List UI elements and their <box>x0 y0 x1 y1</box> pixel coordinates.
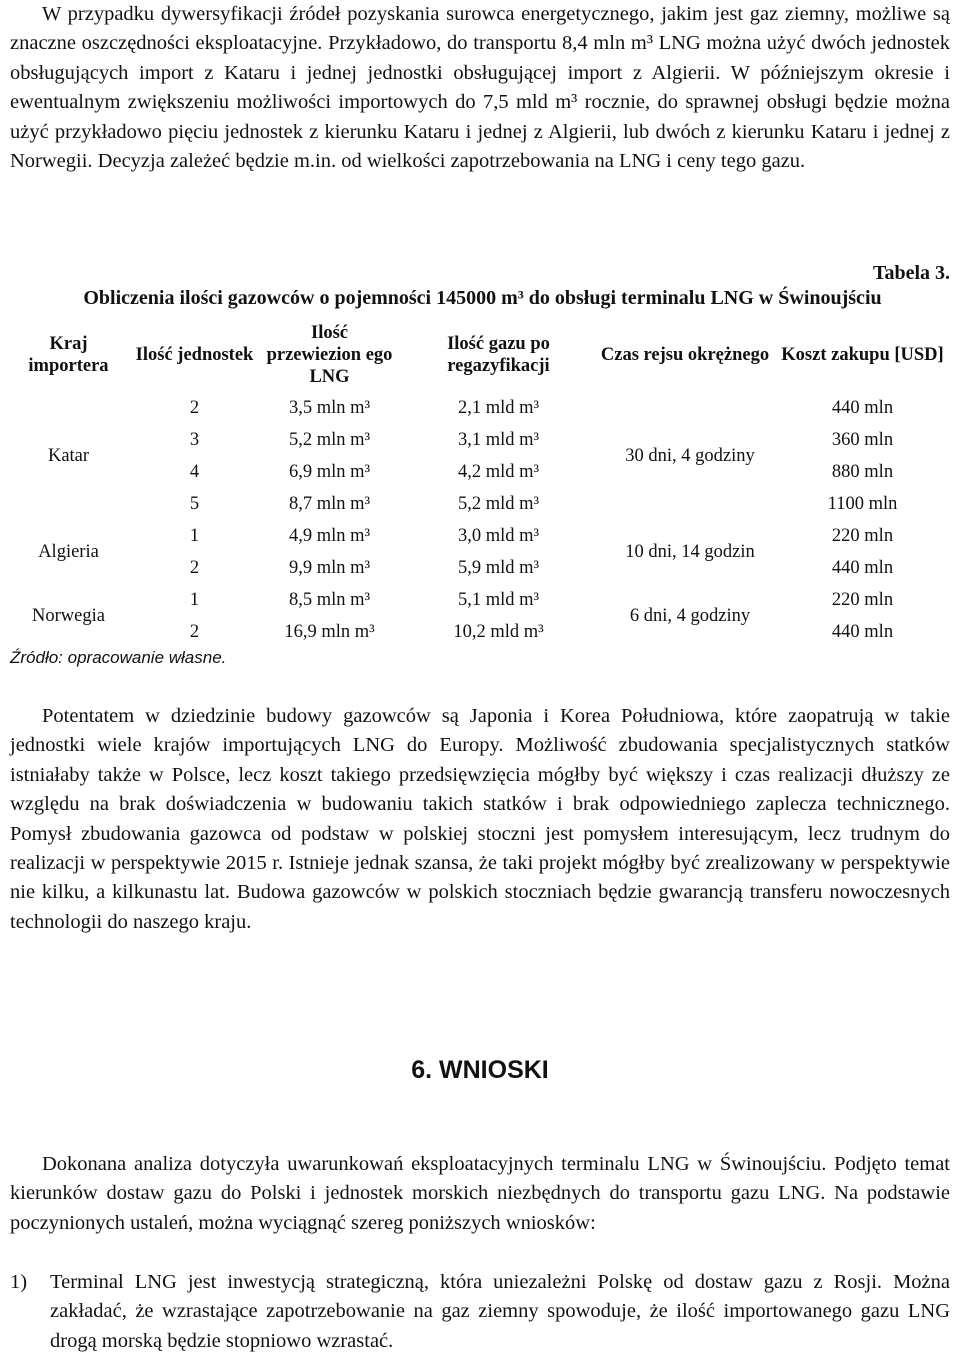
header-lng: Ilość przewiezion ego LNG <box>266 323 393 387</box>
gas-cell: 2,1 mld m³ <box>457 398 540 418</box>
lng-cell: 8,7 mln m³ <box>288 494 371 514</box>
lng-cell: 3,5 mln m³ <box>288 398 371 418</box>
intro-paragraph: W przypadku dywersyfikacji źródeł pozyskania surowca energetycznego, jakim jest gaz ziemny, możliwe są znaczne oszczędności eksploatacyjne. Przykładowo, do transportu 8,4 mln m³ LNG można użyć dwóch jednostek obsługujących import z Kataru i jednej jednostki obsługującej import z Algierii. W późniejszym okresie i ewentualnym zwiększeniu możliwości importowych do 7,5 mld m³ rocznie, do sprawnej obsługi będzie można użyć przykładowo pięciu jednostek z kierunku Kataru i jednej z Algierii, lub dwóch z kierunku Kataru i jednej z Norwegii. Decyzja zależeć będzie m.in. od wielkości zapotrzebowania na LNG i ceny tego gazu. <box>10 3 950 173</box>
gas-cell: 4,2 mld m³ <box>457 462 540 482</box>
cost-cell: 440 mln <box>831 398 894 418</box>
cost-cell: 1100 mln <box>827 494 898 514</box>
units-cell: 5 <box>189 494 200 514</box>
trip-cell-katar: 30 dni, 4 godziny <box>625 446 755 466</box>
gas-cell: 10,2 mld m³ <box>453 622 544 642</box>
table-row <box>10 520 955 552</box>
list-item <box>10 1268 950 1356</box>
table-title: Obliczenia ilości gazowców o pojemności 145000 m³ do obsługi terminalu LNG w Świnoujściu <box>83 287 882 309</box>
lng-cell: 8,5 mln m³ <box>288 590 371 610</box>
units-cell: 2 <box>189 558 200 578</box>
header-country: Kraj importera <box>28 334 109 376</box>
country-cell-katar: Katar <box>47 446 90 466</box>
units-cell: 2 <box>189 398 200 418</box>
list-item-number: 1) <box>10 1271 28 1293</box>
table-row <box>10 552 955 584</box>
units-cell: 4 <box>189 462 200 482</box>
table-row <box>10 424 955 456</box>
table-row <box>10 456 955 488</box>
cost-cell: 440 mln <box>831 622 894 642</box>
table-label: Tabela 3. <box>872 262 950 284</box>
cost-cell: 880 mln <box>831 462 894 482</box>
table-row <box>10 392 955 424</box>
conclusions-intro-paragraph: Dokonana analiza dotyczyła uwarunkowań eksploatacyjnych terminalu LNG w Świnoujściu. Podjęto temat kierunków dostaw gazu do Polski i jednostek morskich niezbędnych do transportu gazu LNG. Na podstawie poczynionych ustaleń, można wyciągnąć szereg poniższych wniosków: <box>10 1153 950 1234</box>
list-item-text: Terminal LNG jest inwestycją strategiczną, która uniezależni Polskę od dostaw gazu z Rosji. Można zakładać, że wzrastające zapotrzebowanie na gaz ziemny spowoduje, że ilość importowanego gazu LNG drogą morską będzie stopniowo wzrastać. <box>50 1271 950 1352</box>
cost-cell: 440 mln <box>831 558 894 578</box>
units-cell: 1 <box>189 526 200 546</box>
header-trip: Czas rejsu okrężnego <box>600 345 770 365</box>
units-cell: 2 <box>189 622 200 642</box>
units-cell: 3 <box>189 430 200 450</box>
gas-cell: 5,2 mld m³ <box>457 494 540 514</box>
cost-cell: 220 mln <box>831 526 894 546</box>
trip-cell-algieria: 10 dni, 14 godzin <box>625 542 755 562</box>
table-header-row <box>10 318 955 392</box>
header-gas: Ilość gazu po regazyfikacji <box>447 334 550 376</box>
lng-cell: 4,9 mln m³ <box>288 526 371 546</box>
trip-cell-norwegia: 6 dni, 4 godziny <box>629 606 751 626</box>
table-row <box>10 584 955 616</box>
gas-carrier-table <box>10 318 955 648</box>
cost-cell: 360 mln <box>831 430 894 450</box>
country-cell-algieria: Algieria <box>38 542 99 562</box>
gas-cell: 3,0 mld m³ <box>457 526 540 546</box>
table-source: Źródło: opracowanie własne. <box>10 648 227 667</box>
cost-cell: 220 mln <box>831 590 894 610</box>
lng-cell: 16,9 mln m³ <box>284 622 375 642</box>
table-row <box>10 488 955 520</box>
gas-cell: 5,1 mld m³ <box>457 590 540 610</box>
header-units: Ilość jednostek <box>135 345 254 365</box>
units-cell: 1 <box>189 590 200 610</box>
header-cost: Koszt zakupu [USD] <box>781 345 944 365</box>
lng-cell: 5,2 mln m³ <box>288 430 371 450</box>
lng-cell: 9,9 mln m³ <box>288 558 371 578</box>
gas-cell: 5,9 mld m³ <box>457 558 540 578</box>
table-row <box>10 616 955 648</box>
lng-cell: 6,9 mln m³ <box>288 462 371 482</box>
section-heading: 6. WNIOSKI <box>411 1056 549 1084</box>
shipbuilding-paragraph: Potentatem w dziedzinie budowy gazowców są Japonia i Korea Południowa, które zaopatrują w takie jednostki wiele krajów importujących LNG do Europy. Możliwość zbudowania specjalistycznych statków istniałaby także w Polsce, lecz koszt takiego przedsięwzięcia mógłby być większy i czas realizacji dłuższy ze względu na brak doświadczenia w budowaniu takich statków i brak odpowiedniego zaplecza technicznego. Pomysł zbudowania gazowca od podstaw w polskiej stoczni jest pomysłem interesującym, lecz trudnym do realizacji w perspektywie 2015 r. Istnieje jednak szansa, że taki projekt mógłby być zrealizowany w perspektywie nie kilku, a kilkunastu lat. Budowa gazowców w polskich stoczniach będzie gwarancją transferu nowoczesnych technologii do naszego kraju. <box>10 705 950 933</box>
country-cell-norwegia: Norwegia <box>32 606 105 626</box>
gas-cell: 3,1 mld m³ <box>457 430 540 450</box>
